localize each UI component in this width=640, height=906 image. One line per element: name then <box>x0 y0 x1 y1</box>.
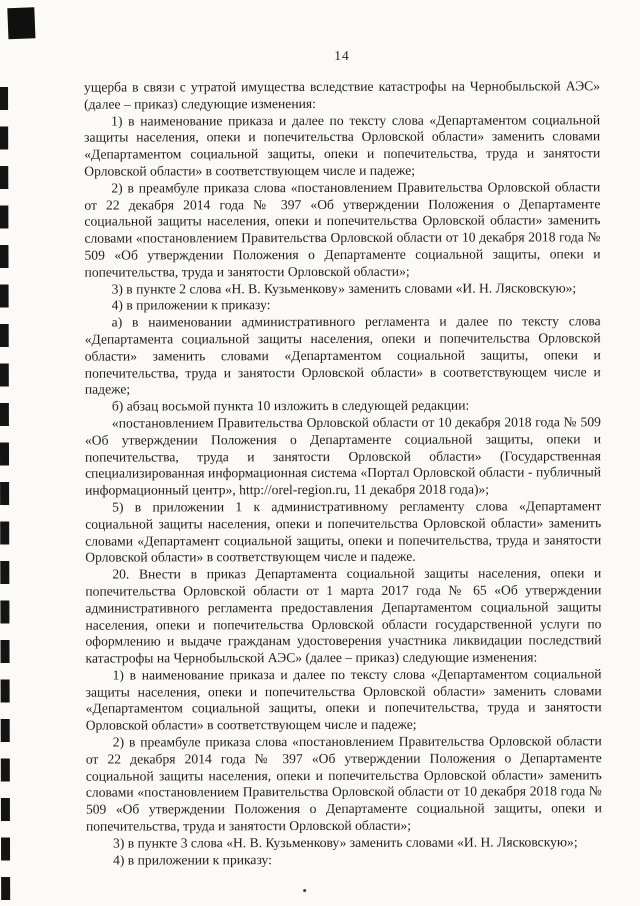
document-body <box>84 78 602 869</box>
paragraph-quoted-edition: «постановлением Правительства Орловской области от 10 декабря 2018 года № 509 «Об утверждении Положения о Департаменте социальной защиты, опеки и попечительства, труда и занятости Орловской области» (Государственная специализированная информационная система «Портал Орловской области - публичный информационный центр», http://orel-region.ru, 11 декабря 2018 года)»; <box>84 414 602 498</box>
scan-artifact-corner <box>7 7 35 39</box>
paragraph-item-5: 5) в приложении 1 к административному регламенту слова «Департамент социальной защиты населения, опеки и попечительства Орловской области» заменить словами «Департамент социальной защиты, опеки и попечительства, труда и занятости Орловской области» в соответствующем числе и падеже. <box>85 498 602 565</box>
paragraph-item-4b: 4) в приложении к приказу: <box>113 851 272 868</box>
paragraph-item-1b: 1) в наименование приказа и далее по тексту слова «Департаментом социальной защиты населения, опеки и попечительства Орловской области» заменить словами «Департаментом социальной защиты, опеки и попечительства, труда и занятости Орловской области» в соответствующем числе и падеже; <box>85 666 602 733</box>
page-number: 14 <box>334 47 350 63</box>
paragraph-item-3b: 3) в пункте 3 слова «Н. В. Кузьменкову» заменить словами «И. Н. Лясковскую»; <box>113 834 578 851</box>
paragraph-item-4: 4) в приложении к приказу: <box>111 297 271 313</box>
paragraph-continuation: ущерба в связи с утратой имущества вследствие катастрофы на Чернобыльской АЭС» (далее – приказ) следующие изменения: <box>84 78 601 112</box>
paragraph-item-3: 3) в пункте 2 слова «Н. В. Кузьменкову» заменить словами «И. Н. Лясковскую»; <box>111 279 577 297</box>
paragraph-subitem-a: а) в наименовании административного регламента и далее по тексту слова «Департамента социальной защиты населения, опеки и попечительства Орловской области» заменить словами «Департаментом социальной защиты, опеки и попечительства, труда и занятости Орловской области» в соответствующем числе и падеже; <box>84 313 601 397</box>
paragraph-clause-20: 20. Внести в приказ Департамента социальной защиты населения, опеки и попечительства Орловской области от 1 марта 2017 года № 65 «Об утверждении административного регламента предоставления Департаментом социальной защиты населения, опеки и попечительства Орловской области государственной услуги по оформлению и выдаче гражданам удостоверения участника ликвидации последствий катастрофы на Чернобыльской АЭС» (далее – приказ) следующие изменения: <box>85 565 602 666</box>
paragraph-subitem-b: б) абзац восьмой пункта 10 изложить в следующей редакции: <box>111 397 470 414</box>
paragraph-item-1: 1) в наименование приказа и далее по тексту слова «Департаментом социальной защиты населения, опеки и попечительства Орловской области» заменить словами «Департаментом социальной защиты, опеки и попечительства, труда и занятости Орловской области» в соответствующем числе и падеже; <box>84 111 601 179</box>
paragraph-item-2: 2) в преамбуле приказа слова «постановлением Правительства Орловской области от 22 декабря 2014 года № 397 «Об утверждении Положения о Департаменте социальной защиты населения, опеки и попечительства Орловской области» заменить словами «постановлением Правительства Орловской области от 10 декабря 2018 года № 509 «Об утверждении Положения о Департаменте социальной защиты, опеки и попечительства, труда и занятости Орловской области»; <box>84 179 601 280</box>
scan-artifact-binding-marks <box>0 87 10 906</box>
scan-artifact-dot <box>303 889 306 892</box>
paragraph-item-2b: 2) в преамбуле приказа слова «постановлением Правительства Орловской области от 22 декабря 2014 года № 397 «Об утверждении Положения о Департаменте социальной защиты населения, опеки и попечительства Орловской области» заменить словами «постановлением Правительства Орловской области от 10 декабря 2018 года № 509 «Об утверждении Положения о Департаменте социальной защиты, опеки и попечительства, труда и занятости Орловской области»; <box>85 733 602 834</box>
